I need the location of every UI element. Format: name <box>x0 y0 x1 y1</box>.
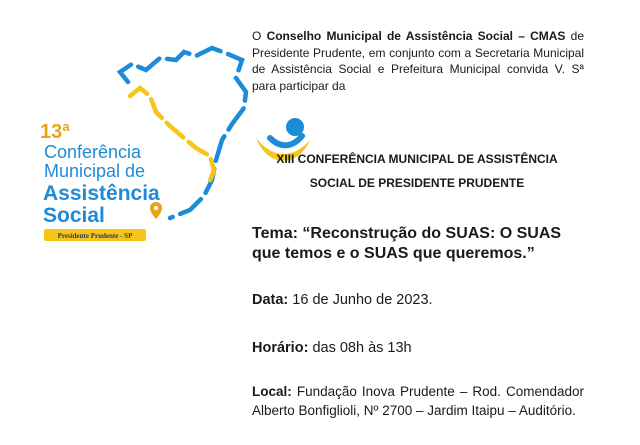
time-label: Horário: <box>252 340 309 356</box>
council-name: Conselho Municipal de Assistência Social – CMAS <box>266 29 566 43</box>
logo-line4: Social <box>43 204 105 227</box>
time-value: das 08h às 13h <box>312 340 412 356</box>
logo-line1: Conferência <box>44 142 142 162</box>
conference-title-line2: SOCIAL DE PRESIDENTE PRUDENTE <box>309 176 525 190</box>
intro-body: de Presidente Prudente, em conjunto com a Secretaria Municipal de Assistência Social e Prefeitura Municipal convida V. Sª para participar da <box>252 29 585 93</box>
conference-title <box>252 147 582 195</box>
conference-logo <box>0 0 250 250</box>
theme-text: Tema: “Reconstrução do SUAS: O SUAS que temos e o SUAS que queremos.” <box>252 225 562 262</box>
location-label: Local: <box>252 384 292 399</box>
date-value: 16 de Junho de 2023. <box>292 292 433 308</box>
date-label: Data: <box>252 292 289 308</box>
location-value: Fundação Inova Prudente – Rod. Comendador Alberto Bonfiglioli, Nº 2700 – Jardim Itaipu – Auditório. <box>252 384 584 418</box>
conference-title-line1: XIII CONFERÊNCIA MUNICIPAL DE ASSISTÊNCIA <box>276 152 558 166</box>
intro-lead: O <box>252 29 262 43</box>
location-ribbon-text: Presidente Prudente - SP <box>57 232 133 240</box>
logo-edition: 13ª <box>40 121 70 143</box>
time-row <box>252 340 412 356</box>
logo-line3: Assistência <box>43 182 160 205</box>
invitation-paragraph <box>252 28 584 94</box>
date-row <box>252 292 433 308</box>
logo-line2: Municipal de <box>44 161 146 181</box>
location-row <box>252 382 584 420</box>
